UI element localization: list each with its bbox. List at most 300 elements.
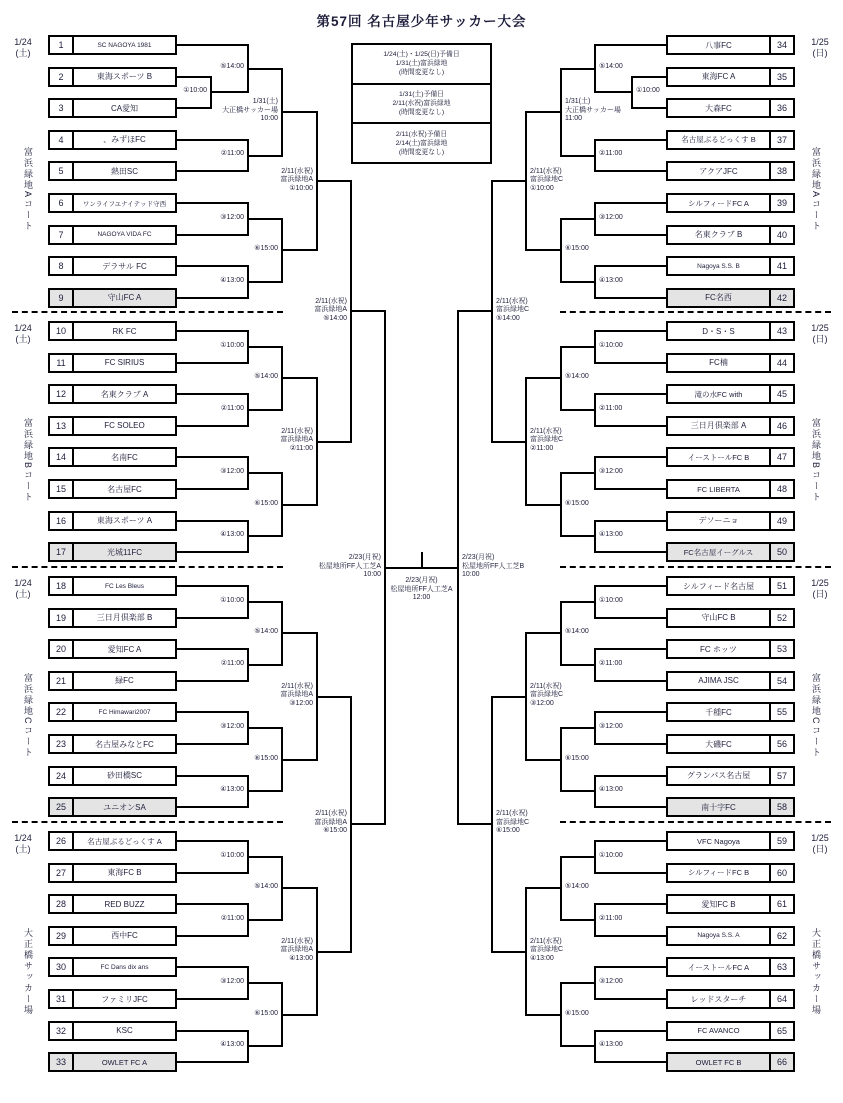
schedule-note-line: (時間変更なし): [398, 109, 445, 116]
team-box: [666, 702, 795, 722]
connector-line: [526, 759, 561, 761]
match-label: [186, 245, 278, 254]
court-label: 富浜緑地Cコート: [811, 672, 821, 759]
connector-line: [351, 823, 385, 825]
group-separator: [12, 821, 283, 823]
date-label-line: 1/24: [14, 833, 32, 843]
match-label: [186, 883, 278, 892]
match-label: [152, 786, 244, 795]
connector-line: [177, 966, 248, 968]
connector-line: [177, 44, 248, 46]
match-label: [115, 87, 207, 96]
team-box: [666, 353, 795, 373]
court-label: 富浜緑地Cコート: [23, 672, 33, 759]
match-label: [599, 214, 691, 223]
connector-line: [561, 856, 595, 858]
connector-line: [248, 281, 282, 283]
team-box: [48, 671, 177, 691]
connector-line: [595, 806, 666, 808]
match-label-line: ④13:00: [220, 276, 244, 284]
team-box: [666, 989, 795, 1009]
match-label-line: ②11:00: [220, 150, 244, 158]
match-label-line: ②11:00: [289, 444, 313, 452]
match-label-line: 富浜緑地C: [530, 691, 564, 699]
connector-line: [177, 585, 248, 587]
match-label: [186, 500, 278, 509]
team-box: [48, 416, 177, 436]
connector-line: [595, 966, 666, 968]
connector-line: [177, 1061, 248, 1063]
match-label: [599, 660, 691, 669]
team-number: 30: [50, 959, 74, 975]
team-number: 43: [769, 323, 793, 339]
date-label-line: 1/24: [14, 37, 32, 47]
team-box: [48, 639, 177, 659]
team-box: [48, 130, 177, 150]
match-label-line: 富浜緑地A: [280, 176, 313, 184]
match-label-line: ①10:00: [220, 851, 244, 859]
team-name: シルフィードFC B: [687, 868, 750, 878]
team-box: [666, 416, 795, 436]
match-label-line: 2/11(水祝): [315, 297, 347, 305]
group-separator: [560, 821, 831, 823]
match-label-line: ③12:00: [599, 722, 623, 730]
team-box: [48, 384, 177, 404]
team-name: 愛知FC B: [701, 899, 736, 909]
connector-line: [632, 76, 666, 78]
match-label-line: ⑤14:00: [599, 63, 623, 71]
team-number: 21: [50, 673, 74, 689]
match-label-line: 1/31(土): [565, 98, 591, 106]
connector-line: [248, 1045, 282, 1047]
team-box: [666, 225, 795, 245]
connector-line: [595, 585, 666, 587]
match-label: [152, 660, 244, 669]
match-label-line: 1/31(土): [252, 98, 278, 106]
connector-line: [248, 601, 282, 603]
match-label: [152, 597, 244, 606]
match-label-line: ②11:00: [530, 444, 554, 452]
match-label-line: ⑥15:00: [254, 245, 278, 253]
team-name: 名古屋FC: [107, 484, 142, 494]
match-label-line: ③12:00: [220, 467, 244, 475]
team-number: 61: [769, 896, 793, 912]
team-name: 東海スポーツ A: [96, 516, 153, 526]
match-label: [152, 852, 244, 861]
connector-line: [561, 68, 595, 70]
match-label-line: ⑤14:00: [323, 314, 347, 322]
team-number: 4: [50, 132, 74, 148]
connector-line: [595, 265, 666, 267]
team-box: [666, 671, 795, 691]
team-box: [48, 193, 177, 213]
team-box: [666, 479, 795, 499]
date-label: [6, 37, 40, 58]
connector-line: [282, 1014, 317, 1016]
match-label: [530, 683, 622, 709]
team-number: 24: [50, 768, 74, 784]
match-label-line: ①10:00: [530, 184, 554, 192]
date-label-line: (日): [812, 47, 828, 58]
match-label: [152, 405, 244, 414]
team-number: 11: [50, 355, 74, 371]
connector-line: [177, 202, 248, 204]
connector-line: [177, 1030, 248, 1032]
schedule-note-line: 1/31(土)富浜緑地: [395, 60, 448, 68]
match-label-line: ③12:00: [220, 977, 244, 985]
team-number: 55: [769, 704, 793, 720]
match-label: [462, 554, 554, 580]
match-label-line: ③12:00: [530, 699, 554, 707]
match-label: [599, 786, 691, 795]
team-number: 37: [769, 132, 793, 148]
team-name: シルフィード名古屋: [682, 581, 755, 591]
match-label-line: ⑥15:00: [565, 1009, 589, 1017]
connector-line: [177, 840, 248, 842]
team-number: 62: [769, 928, 793, 944]
match-label-line: ④13:00: [220, 786, 244, 794]
date-label-line: (日): [812, 588, 828, 599]
match-label: [152, 277, 244, 286]
match-label-line: 10:00: [462, 571, 480, 579]
team-number: 64: [769, 991, 793, 1007]
team-box: [666, 957, 795, 977]
team-name: OWLET FC B: [695, 1057, 742, 1067]
match-label-line: ③12:00: [220, 722, 244, 730]
team-name: 光城11FC: [107, 547, 142, 557]
date-label: [6, 323, 40, 344]
team-name: FC SIRIUS: [104, 358, 145, 368]
team-name: RK FC: [112, 326, 137, 336]
date-label-line: (日): [812, 333, 828, 344]
match-label: [221, 168, 313, 194]
match-label-line: 大正橋サッカー場: [222, 106, 278, 114]
match-label-line: ⑥15:00: [565, 245, 589, 253]
team-number: 16: [50, 513, 74, 529]
match-label-line: ⑥15:00: [565, 754, 589, 762]
team-number: 54: [769, 673, 793, 689]
team-box: [48, 766, 177, 786]
connector-line: [248, 727, 282, 729]
team-box: [666, 130, 795, 150]
connector-line: [177, 648, 248, 650]
team-box: [48, 511, 177, 531]
date-label-line: 1/25: [811, 37, 829, 47]
match-label: [565, 755, 657, 764]
team-box: [48, 353, 177, 373]
team-name: OWLET FC A: [101, 1057, 148, 1067]
connector-line: [317, 180, 351, 182]
team-name: 東海スポーツ B: [96, 72, 153, 82]
schedule-note-row: [353, 45, 490, 85]
team-name: 南十字FC: [701, 802, 736, 812]
connector-line: [561, 982, 595, 984]
match-label: [599, 723, 691, 732]
match-label-line: ②11:00: [599, 659, 623, 667]
match-label-line: 富浜緑地A: [280, 691, 313, 699]
team-number: 17: [50, 544, 74, 560]
match-label: [599, 277, 691, 286]
match-label: [599, 852, 691, 861]
team-number: 13: [50, 418, 74, 434]
connector-line: [595, 998, 666, 1000]
match-label-line: ④13:00: [289, 954, 313, 962]
match-label-line: ③12:00: [599, 213, 623, 221]
connector-line: [595, 743, 666, 745]
team-number: 56: [769, 736, 793, 752]
match-label: [496, 810, 588, 836]
match-label-line: 2/11(水祝): [281, 167, 313, 175]
team-name: 名東クラブ A: [100, 389, 149, 399]
connector-line: [595, 330, 666, 332]
team-box: [48, 1052, 177, 1072]
court-label: 富浜緑地Bコート: [811, 417, 821, 503]
schedule-note-row: [353, 85, 490, 125]
connector-line: [595, 551, 666, 553]
team-number: 35: [769, 69, 793, 85]
connector-line: [561, 535, 595, 537]
connector-line: [526, 249, 561, 251]
connector-line: [177, 551, 248, 553]
connector-line: [248, 664, 282, 666]
team-number: 2: [50, 69, 74, 85]
team-box: [666, 321, 795, 341]
connector-line: [595, 775, 666, 777]
team-box: [666, 384, 795, 404]
final-label-line: 12:00: [412, 594, 431, 601]
match-label: [152, 915, 244, 924]
team-box: [48, 894, 177, 914]
date-label: [6, 833, 40, 854]
connector-line: [177, 903, 248, 905]
match-label-line: ④13:00: [220, 531, 244, 539]
team-box: [48, 288, 177, 308]
match-label-line: ⑥15:00: [496, 827, 520, 835]
team-number: 15: [50, 481, 74, 497]
connector-line: [282, 111, 317, 113]
match-label: [221, 683, 313, 709]
match-label-line: ⑤14:00: [565, 883, 589, 891]
date-label-line: 1/25: [811, 833, 829, 843]
team-number: 42: [769, 290, 793, 306]
connector-line: [177, 775, 248, 777]
connector-line: [595, 488, 666, 490]
team-number: 5: [50, 163, 74, 179]
team-name: FC Dans dix ans: [100, 963, 149, 971]
team-number: 66: [769, 1054, 793, 1070]
connector-line: [177, 872, 248, 874]
connector-line: [282, 632, 317, 634]
connector-line: [177, 743, 248, 745]
connector-line: [177, 425, 248, 427]
group-separator: [560, 566, 831, 568]
team-number: 41: [769, 258, 793, 274]
connector-line: [177, 76, 211, 78]
connector-line: [177, 234, 248, 236]
team-name: 名東クラブ B: [694, 230, 743, 240]
team-name: FC Himawari2007: [98, 708, 151, 716]
team-name: FC ホッツ: [700, 644, 737, 654]
team-box: [48, 98, 177, 118]
connector-line: [177, 935, 248, 937]
match-label: [152, 214, 244, 223]
team-number: 50: [769, 544, 793, 560]
team-name: ユニオンSA: [103, 802, 146, 812]
match-label-line: ④13:00: [599, 786, 623, 794]
team-number: 23: [50, 736, 74, 752]
team-name: 名古屋ぶるどっくす B: [681, 135, 756, 145]
connector-line: [526, 887, 561, 889]
connector-line: [177, 297, 248, 299]
team-name: 西中FC: [111, 931, 138, 941]
match-label-line: ⑤14:00: [254, 373, 278, 381]
team-box: [666, 639, 795, 659]
team-box: [48, 225, 177, 245]
match-label: [186, 755, 278, 764]
team-box: [666, 863, 795, 883]
team-box: [666, 576, 795, 596]
match-label: [152, 150, 244, 159]
connector-line: [595, 44, 666, 46]
team-name: 名古屋ぶるどっくす A: [87, 836, 162, 846]
team-name: AJIMA JSC: [698, 676, 739, 686]
team-number: 58: [769, 799, 793, 815]
match-label-line: 2/11(水祝): [496, 810, 528, 818]
team-name: 大磯FC: [705, 739, 732, 749]
team-box: [48, 256, 177, 276]
date-label-line: 1/24: [14, 578, 32, 588]
team-number: 7: [50, 227, 74, 243]
connector-line: [561, 790, 595, 792]
connector-line: [248, 919, 282, 921]
team-number: 27: [50, 865, 74, 881]
team-name: FC名古屋イーグルス: [683, 547, 754, 557]
team-name: 守山FC A: [107, 293, 142, 303]
team-number: 19: [50, 610, 74, 626]
date-label-line: (土): [15, 843, 31, 854]
match-label-line: 松屋地所FF人工芝B: [462, 562, 525, 570]
match-label-line: ④13:00: [530, 954, 554, 962]
team-number: 44: [769, 355, 793, 371]
match-label: [599, 150, 691, 159]
match-label: [565, 883, 657, 892]
date-label-line: (土): [15, 588, 31, 599]
match-label-line: ③12:00: [220, 213, 244, 221]
connector-line: [177, 362, 248, 364]
match-label-line: 2/11(水祝): [281, 427, 313, 435]
match-label-line: 2/23(月祝): [348, 554, 381, 562]
team-box: [666, 288, 795, 308]
final-label: [376, 577, 468, 603]
team-name: 愛知FC A: [107, 644, 142, 654]
team-name: アクアJFC: [699, 166, 738, 176]
match-label: [565, 373, 657, 382]
connector-line: [492, 441, 526, 443]
connector-line: [595, 456, 666, 458]
page-title: 第57回 名古屋少年サッカー大会: [316, 14, 527, 29]
team-number: 36: [769, 100, 793, 116]
team-number: 29: [50, 928, 74, 944]
match-label: [186, 1010, 278, 1019]
team-number: 1: [50, 37, 74, 53]
team-name: シルフィードFC A: [688, 198, 749, 208]
team-number: 8: [50, 258, 74, 274]
date-label-line: (日): [812, 843, 828, 854]
match-label-line: 富浜緑地C: [530, 436, 564, 444]
team-name: FC LIBERTA: [697, 484, 740, 494]
date-label-line: (土): [15, 333, 31, 344]
team-box: [48, 542, 177, 562]
connector-line: [595, 617, 666, 619]
team-name: 東海FC B: [107, 868, 142, 878]
team-number: 51: [769, 578, 793, 594]
match-label-line: ⑥15:00: [323, 827, 347, 835]
date-label-line: 1/25: [811, 578, 829, 588]
team-name: 大森FC: [705, 103, 732, 113]
connector-line: [595, 935, 666, 937]
team-number: 31: [50, 991, 74, 1007]
schedule-note-line: 2/11(水祝)予備日: [395, 130, 448, 138]
match-label-line: ⑥15:00: [254, 499, 278, 507]
connector-line: [595, 648, 666, 650]
connector-line: [595, 234, 666, 236]
match-label-line: 2/11(水祝): [530, 167, 562, 175]
team-number: 32: [50, 1023, 74, 1039]
connector-line: [561, 281, 595, 283]
team-number: 12: [50, 386, 74, 402]
team-box: [48, 161, 177, 181]
match-label-line: ①10:00: [220, 596, 244, 604]
team-number: 28: [50, 896, 74, 912]
match-label-line: 10:00: [260, 115, 278, 123]
team-number: 46: [769, 418, 793, 434]
team-name: 、みずほFC: [103, 135, 146, 145]
connector-line: [177, 617, 248, 619]
date-label: [6, 578, 40, 599]
team-name: SC NAGOYA 1981: [97, 41, 152, 49]
team-box: [48, 926, 177, 946]
match-label: [289, 554, 381, 580]
date-label: [803, 37, 837, 58]
team-number: 20: [50, 641, 74, 657]
date-label-line: 1/25: [811, 323, 829, 333]
team-number: 6: [50, 195, 74, 211]
connector-line: [561, 1045, 595, 1047]
match-label-line: ⑤14:00: [565, 628, 589, 636]
match-label: [599, 597, 691, 606]
connector-line: [177, 520, 248, 522]
team-box: [666, 542, 795, 562]
connector-line: [458, 310, 492, 312]
match-label-line: ①10:00: [289, 184, 313, 192]
connector-line: [492, 180, 526, 182]
team-name: ファミリJFC: [101, 994, 148, 1004]
match-label: [530, 938, 622, 964]
connector-line: [177, 265, 248, 267]
match-label: [599, 405, 691, 414]
match-label-line: ⑥15:00: [254, 754, 278, 762]
team-name: デソーニョ: [698, 516, 739, 526]
connector-line: [492, 696, 526, 698]
match-label-line: 11:00: [565, 115, 582, 123]
match-label-line: 2/11(水祝): [496, 297, 528, 305]
connector-line: [317, 951, 351, 953]
match-label-line: 2/11(水祝): [315, 810, 347, 818]
group-separator: [12, 566, 283, 568]
team-box: [48, 734, 177, 754]
match-label: [565, 1010, 657, 1019]
connector-line: [317, 696, 351, 698]
